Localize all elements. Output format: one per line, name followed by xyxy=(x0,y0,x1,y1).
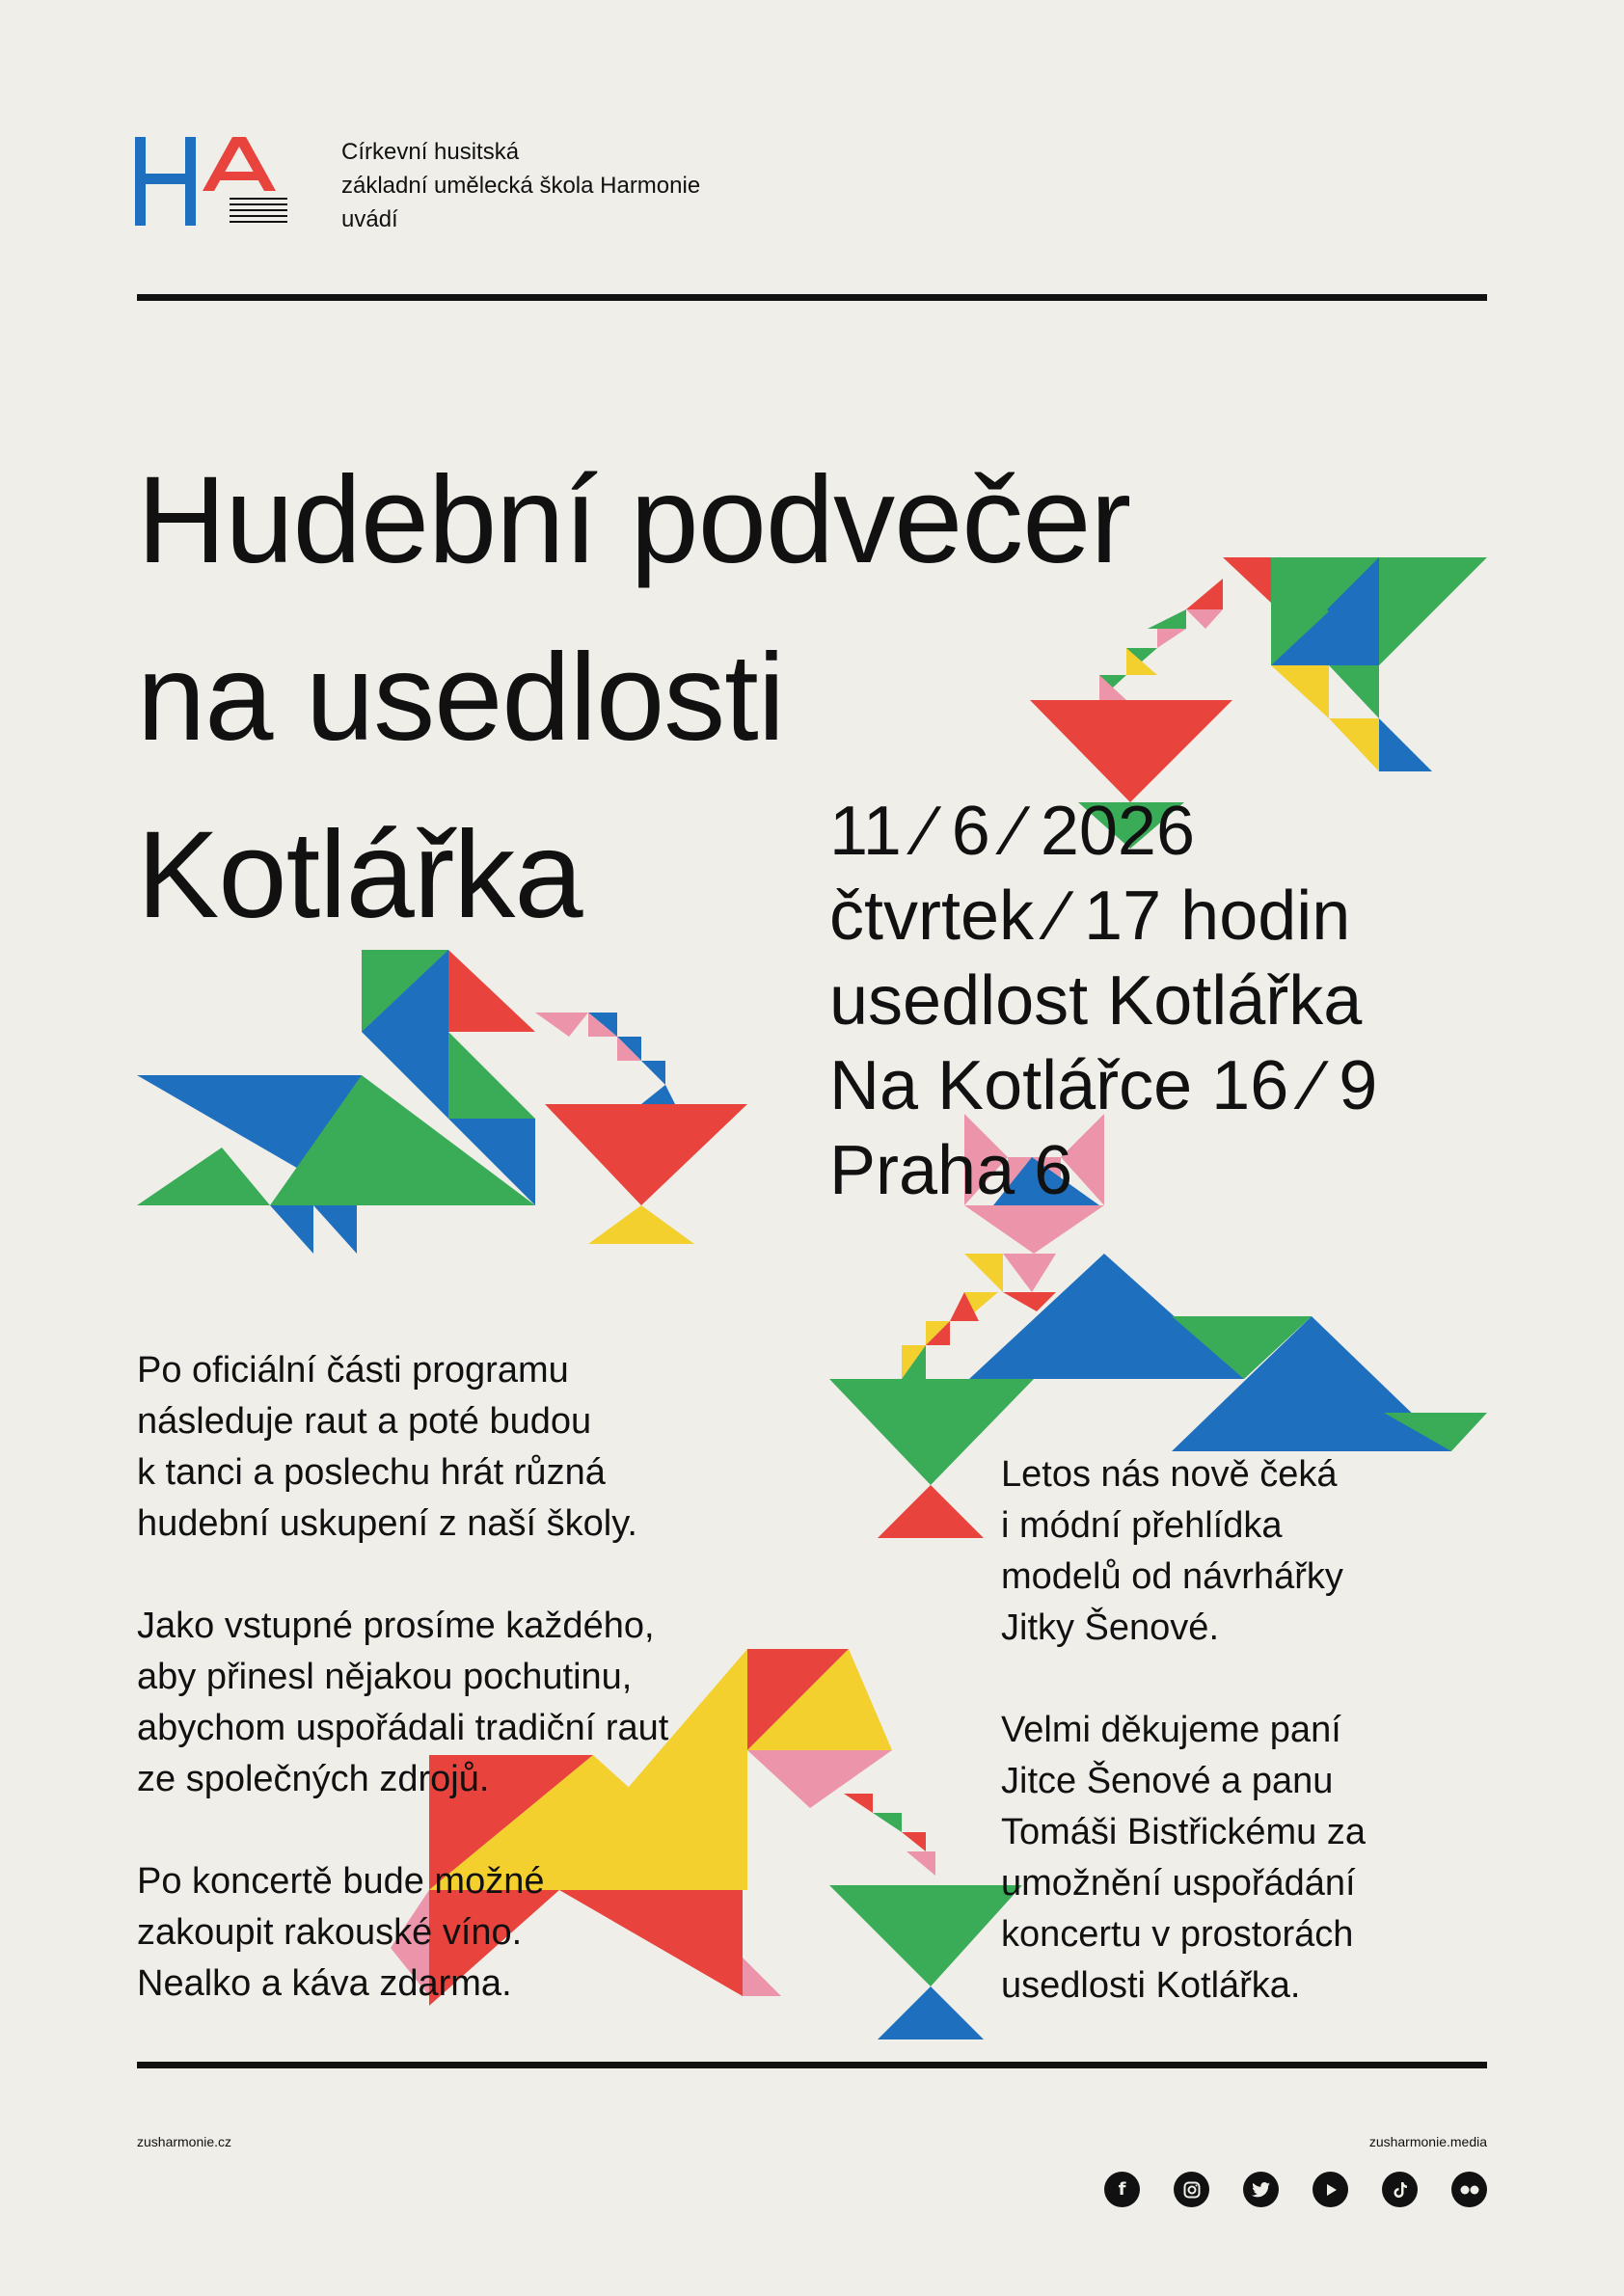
text-line: Jitky Šenové. xyxy=(1001,1607,1219,1648)
text-line: Nealko a káva zdarma. xyxy=(137,1963,512,2004)
event-details xyxy=(829,789,1377,1213)
title-line: na usedlosti xyxy=(137,629,785,767)
tiktok-icon[interactable] xyxy=(1382,2172,1418,2207)
top-divider xyxy=(137,294,1487,301)
paragraph xyxy=(137,1345,668,1550)
program-description xyxy=(137,1345,668,2061)
media-website-link[interactable]: zusharmonie.media xyxy=(1368,2134,1487,2149)
text-line: i módní přehlídka xyxy=(1001,1505,1283,1546)
social-links xyxy=(1104,2172,1487,2207)
title-line: Hudební podvečer xyxy=(137,451,1131,589)
text-line: Letos nás nově čeká xyxy=(1001,1454,1338,1495)
text-line: Velmi děkujeme paní xyxy=(1001,1710,1341,1750)
title-line: Kotlářka xyxy=(137,806,582,944)
text-line: Jako vstupné prosíme každého, xyxy=(137,1606,655,1646)
text-line: aby přinesl nějakou pochutinu, xyxy=(137,1657,633,1697)
org-line: Církevní husitská xyxy=(341,139,520,165)
text-line: umožnění uspořádání xyxy=(1001,1863,1356,1904)
bottom-divider xyxy=(137,2062,1487,2068)
text-line: ze společných zdrojů. xyxy=(137,1759,490,1799)
facebook-icon[interactable]: f xyxy=(1104,2172,1140,2207)
event-address: Na Kotlářce 16 ⁄ 9 xyxy=(829,1047,1378,1124)
flickr-icon[interactable] xyxy=(1451,2172,1487,2207)
organization-name xyxy=(341,135,700,236)
youtube-icon[interactable] xyxy=(1313,2172,1348,2207)
text-line: Tomáši Bistřickému za xyxy=(1001,1812,1366,1852)
paragraph xyxy=(1001,1705,1366,2012)
text-line: abychom uspořádali tradiční raut xyxy=(137,1708,669,1748)
event-date: 11 ⁄ 6 ⁄ 2026 xyxy=(829,793,1196,870)
paragraph xyxy=(137,1601,668,1805)
text-line: zakoupit rakouské víno. xyxy=(137,1912,523,1953)
paragraph xyxy=(1001,1449,1366,1654)
logo-graphic xyxy=(135,135,289,231)
text-line: k tanci a poslechu hrát různá xyxy=(137,1452,606,1493)
text-line: Po oficiální části programu xyxy=(137,1350,569,1391)
text-line: modelů od návrhářky xyxy=(1001,1556,1343,1597)
event-city: Praha 6 xyxy=(829,1132,1073,1209)
fashion-show-and-thanks xyxy=(1001,1449,1366,2063)
twitter-icon[interactable] xyxy=(1243,2172,1279,2207)
org-line: základní umělecká škola Harmonie xyxy=(341,173,701,199)
website-link[interactable]: zusharmonie.cz xyxy=(137,2134,232,2149)
school-logo xyxy=(135,135,289,231)
paragraph xyxy=(137,1856,668,2010)
event-day-time: čtvrtek ⁄ 17 hodin xyxy=(829,878,1351,955)
text-line: následuje raut a poté budou xyxy=(137,1401,592,1442)
text-line: koncertu v prostorách xyxy=(1001,1914,1354,1955)
text-line: Po koncertě bude možné xyxy=(137,1861,545,1902)
tangram-bird-left xyxy=(137,950,747,1254)
event-venue: usedlost Kotlářka xyxy=(829,962,1363,1040)
instagram-icon[interactable] xyxy=(1174,2172,1209,2207)
text-line: Jitce Šenové a panu xyxy=(1001,1761,1334,1801)
org-line: uvádí xyxy=(341,206,398,232)
text-line: hudební uskupení z naší školy. xyxy=(137,1503,637,1544)
text-line: usedlosti Kotlářka. xyxy=(1001,1965,1301,2006)
